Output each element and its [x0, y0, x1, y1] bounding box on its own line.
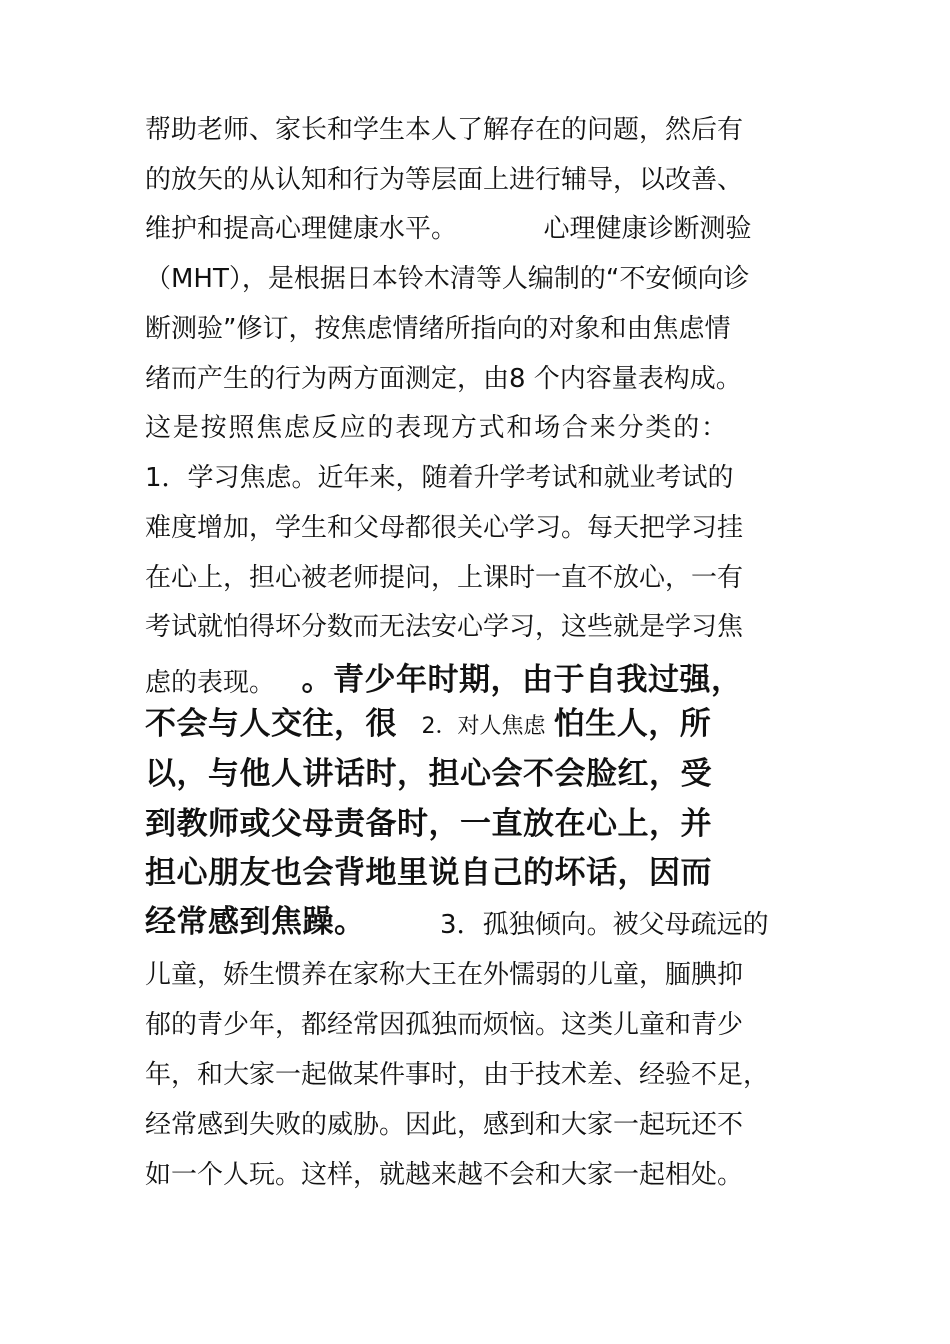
line-text-bold: 怕生人，所 — [553, 706, 712, 742]
line-text: 考试就怕得坏分数而无法安心学习，这些就是学习焦 — [145, 612, 744, 642]
body-line-16 — [145, 855, 712, 891]
line-text-bold: 以，与他人讲话时，担心会不会脸红，受 — [145, 756, 712, 792]
body-line-4 — [145, 264, 749, 294]
body-line-9 — [145, 513, 743, 543]
line-text-bold: 经常感到焦躁。 — [145, 904, 366, 940]
body-line-6 — [145, 364, 742, 394]
line-text-bold: 不会与人交往，很 — [145, 706, 397, 742]
body-line-21 — [145, 1110, 743, 1140]
body-line-3 — [145, 214, 752, 244]
line-text: 难度增加，学生和父母都很关心学习。每天把学习挂 — [145, 513, 744, 543]
body-line-2 — [145, 165, 743, 195]
line-text: 断测验”修订，按焦虑情绪所指向的对象和由焦虑情 — [145, 314, 731, 344]
section-heading-2: 2．对人焦虑 — [421, 714, 546, 739]
line-text: 年，和大家一起做某件事时，由于技术差、经验不足， — [145, 1060, 770, 1090]
line-text: 帮助老师、家长和学生本人了解存在的问题，然后有 — [145, 115, 744, 145]
body-line-22 — [145, 1160, 743, 1190]
line-text: 如一个人玩。这样，就越来越不会和大家一起相处。 — [145, 1160, 744, 1190]
line-text: 的放矢的从认知和行为等层面上进行辅导，以改善、 — [145, 165, 744, 195]
body-line-11 — [145, 612, 743, 642]
line-text-bold: 担心朋友也会背地里说自己的坏话，因而 — [145, 855, 712, 891]
line-text: 这是按照焦虑反应的表现方式和场合来分类的： — [145, 413, 729, 443]
line-text: 虑的表现。 — [145, 668, 276, 698]
body-line-14 — [145, 756, 712, 792]
line-text: 在心上，担心被老师提问，上课时一直不放心，一有 — [145, 563, 744, 593]
body-line-20 — [145, 1060, 769, 1090]
line-text-bold: 到教师或父母责备时，一直放在心上，并 — [145, 806, 712, 842]
body-line-7 — [145, 413, 729, 443]
body-line-17 — [145, 904, 769, 940]
body-line-18 — [145, 960, 743, 990]
body-line-5 — [145, 314, 730, 344]
body-line-8 — [145, 463, 734, 493]
line-text: （MHT），是根据日本铃木清等人编制的“不安倾向诊 — [145, 264, 750, 294]
line-text-bold: 。青少年时期，由于自我过强， — [301, 662, 743, 698]
body-line-15 — [145, 806, 712, 842]
line-text: 维护和提高心理健康水平。 — [145, 214, 458, 244]
section-heading-3: 3．孤独倾向。被父母疏远的 — [440, 910, 769, 940]
body-line-10 — [145, 563, 743, 593]
line-text: 郁的青少年，都经常因孤独而烦恼。这类儿童和青少 — [145, 1010, 744, 1040]
body-line-19 — [145, 1010, 743, 1040]
body-line-12 — [145, 662, 743, 698]
line-text: 经常感到失败的威胁。因此，感到和大家一起玩还不 — [145, 1110, 744, 1140]
line-text: 1．学习焦虑。近年来，随着升学考试和就业考试的 — [145, 463, 734, 493]
line-text-heading: 心理健康诊断测验 — [543, 214, 752, 244]
line-text: 儿童，娇生惯养在家称大王在外懦弱的儿童，腼腆抑 — [145, 960, 744, 990]
body-line-1 — [145, 115, 743, 145]
body-line-13 — [145, 706, 711, 742]
line-text: 绪而产生的行为两方面测定，由8 个内容量表构成。 — [145, 364, 742, 394]
